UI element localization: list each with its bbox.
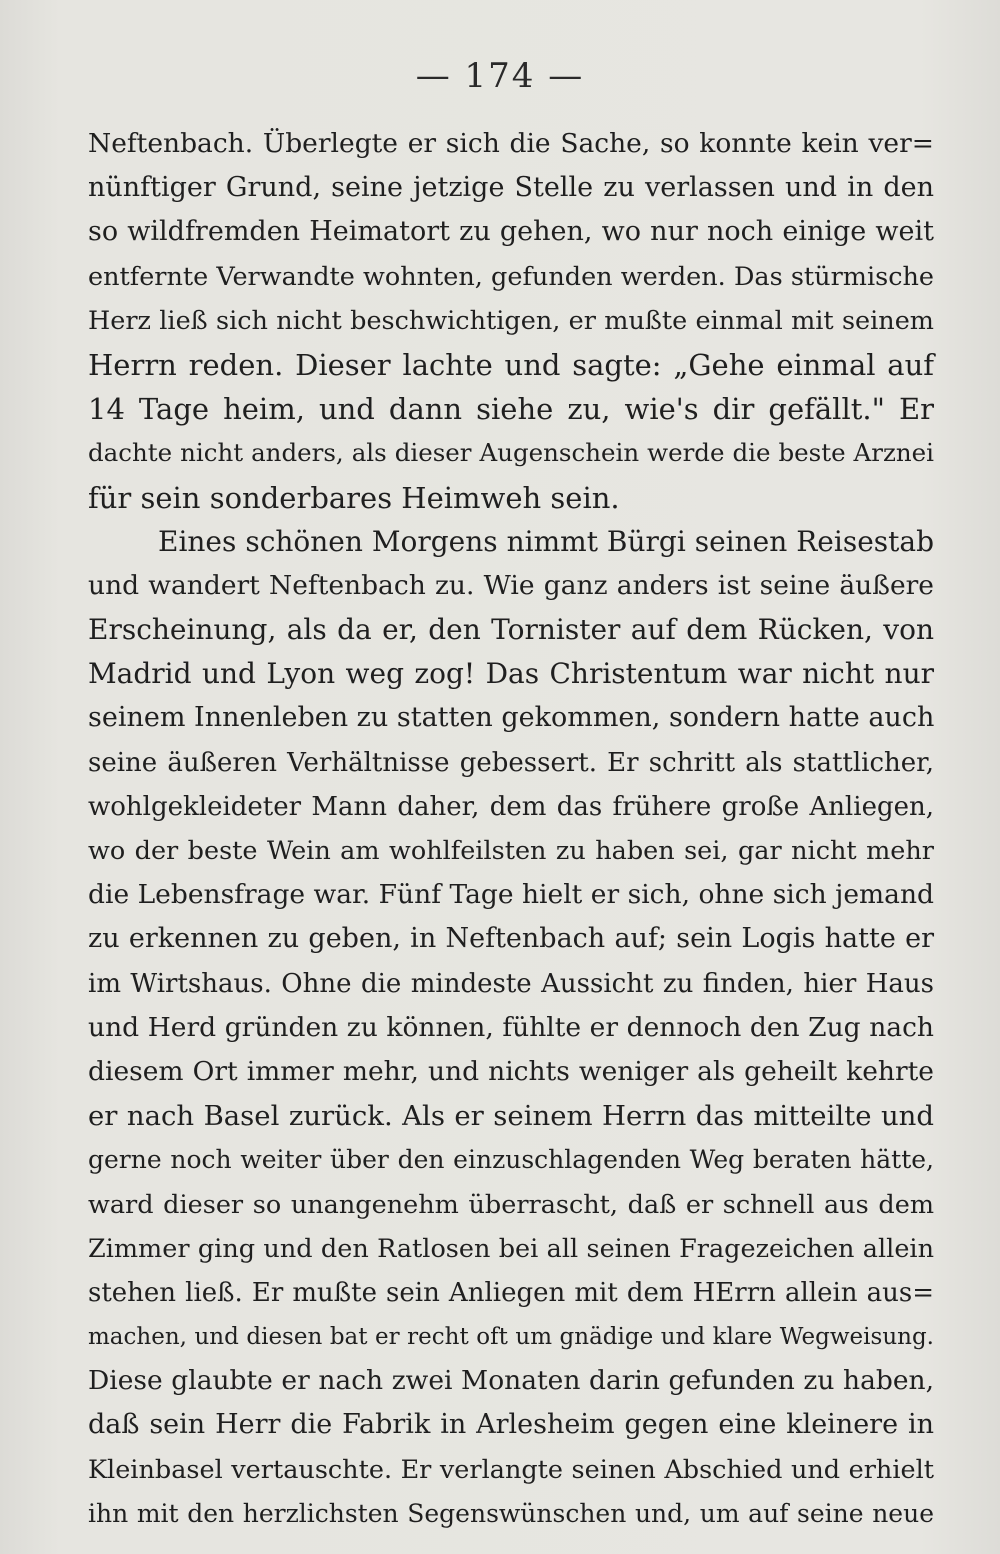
paragraph-2 xyxy=(88,520,934,1536)
text-line: Herz ließ sich nicht beschwichtigen, er mußte einmal mit seinem xyxy=(88,305,934,336)
text-line: Herrn reden. Dieser lachte und sagte: „Gehe einmal auf xyxy=(88,347,934,382)
text-line: diesem Ort immer mehr, und nichts weniger als geheilt kehrte xyxy=(88,1055,934,1087)
page-number: — 174 — xyxy=(415,56,585,96)
text-line: wo der beste Wein am wohlfeilsten zu haben sei, gar nicht mehr xyxy=(88,836,934,866)
text-line: 14 Tage heim, und dann siehe zu, wie's dir gefällt." Er xyxy=(88,392,934,427)
text-line: daß sein Herr die Fabrik in Arlesheim gegen eine kleinere in xyxy=(88,1409,934,1441)
body-text xyxy=(88,122,934,1536)
text-line: die Lebensfrage war. Fünf Tage hielt er sich, ohne sich jemand xyxy=(88,879,934,911)
text-line: machen, und diesen bat er recht oft um gnädige und klare Wegweisung. xyxy=(88,1324,934,1351)
text-line: Madrid und Lyon weg zog! Das Christentum war nicht nur xyxy=(88,657,934,691)
text-line: stehen ließ. Er mußte sein Anliegen mit dem HErrn allein aus= xyxy=(88,1277,934,1308)
text-line: ihn mit den herzlichsten Segenswünschen und, um auf seine neue xyxy=(88,1498,934,1528)
text-line: dachte nicht anders, als dieser Augenschein werde die beste Arznei xyxy=(88,438,934,468)
text-line: entfernte Verwandte wohnten, gefunden werden. Das stürmische xyxy=(88,261,934,292)
text-line: Kleinbasel vertauschte. Er verlangte seinen Abschied und erhielt xyxy=(88,1454,934,1485)
text-line: wohlgekleideter Mann daher, dem das frühere große Anliegen, xyxy=(88,791,934,822)
text-line: Eines schönen Morgens nimmt Bürgi seinen Reisestab xyxy=(158,524,934,558)
text-line: nünftiger Grund, seine jetzige Stelle zu verlassen und in den xyxy=(88,172,934,204)
text-line: und wandert Neftenbach zu. Wie ganz anders ist seine äußere xyxy=(88,569,934,601)
text-line: und Herd gründen zu können, fühlte er dennoch den Zug nach xyxy=(88,1011,934,1043)
text-line: so wildfremden Heimatort zu gehen, wo nur noch einige weit xyxy=(88,216,934,248)
text-line: zu erkennen zu geben, in Neftenbach auf; sein Logis hatte er xyxy=(88,923,934,955)
text-line: für sein sonderbares Heimweh sein. xyxy=(88,480,620,515)
text-line: gerne noch weiter über den einzuschlagenden Weg beraten hätte, xyxy=(88,1145,934,1175)
paragraph-1 xyxy=(88,122,934,520)
text-line: seinem Innenleben zu statten gekommen, sondern hatte auch xyxy=(88,702,935,734)
text-line: Zimmer ging und den Ratlosen bei all seinen Fragezeichen allein xyxy=(88,1233,934,1264)
text-line: ward dieser so unangenehm überrascht, daß er schnell aus dem xyxy=(88,1189,934,1220)
text-line: Diese glaubte er nach zwei Monaten darin gefunden zu haben, xyxy=(88,1365,934,1397)
text-line: Neftenbach. Überlegte er sich die Sache, so konnte kein ver= xyxy=(88,128,934,159)
text-line: im Wirtshaus. Ohne die mindeste Aussicht zu finden, hier Haus xyxy=(88,968,934,999)
text-line: Erscheinung, als da er, den Tornister auf dem Rücken, von xyxy=(88,613,934,647)
text-line: seine äußeren Verhältnisse gebessert. Er schritt als stattlicher, xyxy=(88,747,934,778)
text-line: er nach Basel zurück. Als er seinem Herrn das mitteilte und xyxy=(88,1100,934,1133)
